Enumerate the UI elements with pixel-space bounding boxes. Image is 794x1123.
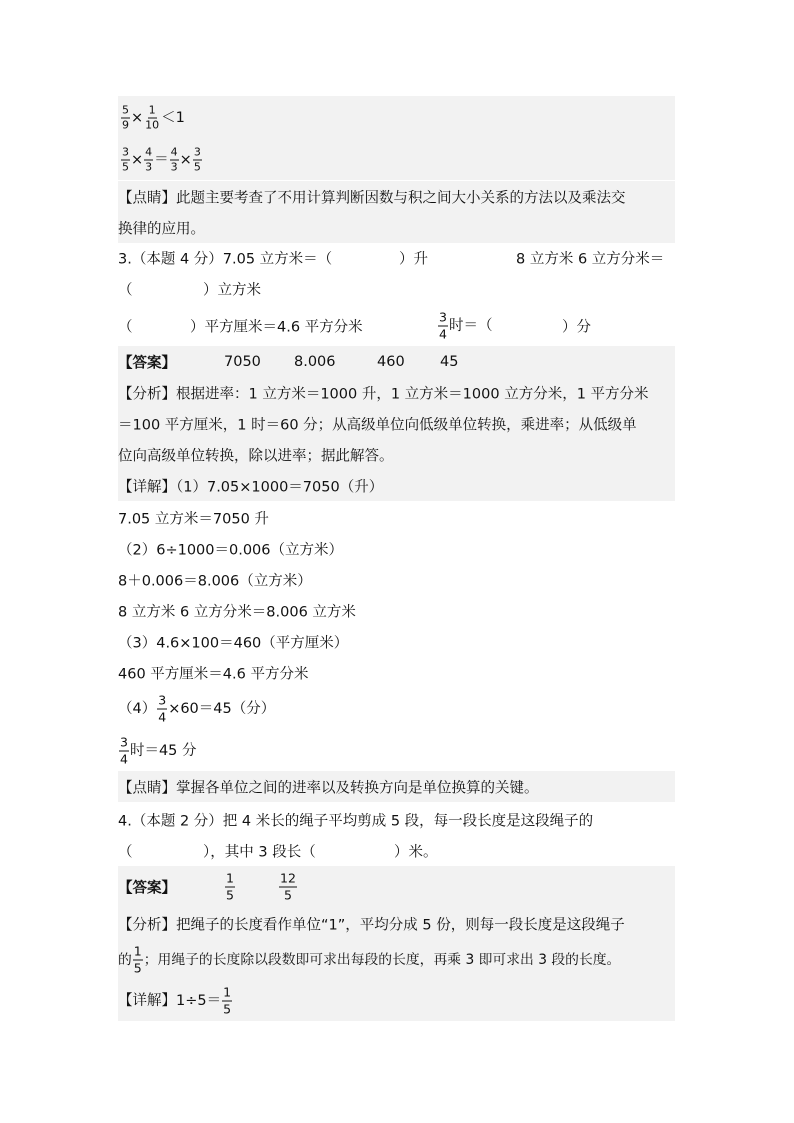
fraction: $\frac{3}{4}$ — [120, 734, 128, 767]
detail-text: 【详解】1÷5＝ $\frac{1}{5}$ — [118, 981, 675, 1021]
comment-text: 【点睛】掌握各单位之间的进率以及转换方向是单位换算的关键。 — [118, 771, 675, 802]
equation-line-1: $\frac{5}{9}$ × $\frac{1}{10}$ ＜1 — [118, 96, 675, 140]
analysis-text: 【分析】根据进率：1 立方米＝1000 升，1 立方米＝1000 立方分米，1 平方分米 — [118, 377, 675, 408]
analysis-text: ＝100 平方厘米，1 时＝60 分；从高级单位向低级单位转换，乘进率；从低级单 — [118, 408, 675, 439]
question-3-line-1: 3.（本题 4 分）7.05 立方米＝（ ）升 8 立方米 6 立方分米＝ — [118, 251, 665, 267]
answer-row: 【答案】 7050 8.006 460 45 — [118, 346, 675, 377]
fraction: $\frac{5}{9}$ — [122, 103, 129, 132]
answer-value: 8.006 — [294, 353, 336, 370]
equation-line-2: $\frac{3}{5}$ × $\frac{4}{3}$ ＝ $\frac{4}{3}$ × $\frac{3}{5}$ — [118, 140, 675, 180]
analysis-text: 【分析】把绳子的长度看作单位“1”，平均分成 5 份，则每一段长度是这段绳子 — [118, 908, 675, 939]
fraction: $\frac{3}{4}$ — [158, 692, 167, 725]
comment-text: 换律的应用。 — [118, 212, 675, 243]
answer-value: 7050 — [224, 353, 261, 370]
fraction: $\frac{1}{10}$ — [145, 103, 160, 132]
question-3-line-3: （ ）平方厘米＝4.6 平方分米 $\frac{3}{4}$ 时＝（ ）分 — [118, 309, 591, 342]
detail-text: （2）6÷1000＝0.006（立方米） — [118, 542, 344, 558]
fraction: $\frac{1}{5}$ — [223, 984, 232, 1017]
analysis-text: 的 $\frac{1}{5}$ ；用绳子的长度除以段数即可求出每段的长度，再乘 3 即可求出 3 段的长度。 — [118, 939, 675, 981]
answer-value: 460 — [377, 353, 405, 370]
fraction: $\frac{12}{5}$ — [280, 870, 296, 903]
answer-value: 45 — [440, 353, 459, 370]
comment-text: 【点睛】此题主要考查了不用计算判断因数与积之间大小关系的方法以及乘法交 — [118, 181, 675, 212]
fraction: $\frac{3}{4}$ — [439, 309, 447, 342]
fraction: $\frac{4}{3}$ — [145, 145, 153, 174]
fraction: $\frac{3}{5}$ — [122, 145, 129, 174]
detail-text: 7.05 立方米＝7050 升 — [118, 511, 269, 527]
question-3-line-2: （ ）立方米 — [118, 282, 261, 298]
detail-text: （4） $\frac{3}{4}$ ×60＝45（分） — [118, 692, 276, 725]
detail-text: 460 平方厘米＝4.6 平方分米 — [118, 666, 309, 682]
detail-text: 8 立方米 6 立方分米＝8.006 立方米 — [118, 604, 356, 620]
answer-row: 【答案】 $\frac{1}{5}$ $\frac{12}{5}$ — [118, 866, 675, 908]
analysis-text: 位向高级单位转换，除以进率；据此解答。 — [118, 439, 675, 470]
question-4-line-1: 4.（本题 2 分）把 4 米长的绳子平均剪成 5 段，每一段长度是这段绳子的 — [118, 813, 594, 829]
question-4-line-2: （ ），其中 3 段长（ ）米。 — [118, 844, 438, 860]
detail-text: 【详解】（1）7.05×1000＝7050（升） — [118, 470, 675, 501]
fraction: $\frac{3}{5}$ — [193, 145, 201, 174]
fraction: $\frac{1}{5}$ — [133, 943, 142, 976]
fraction: $\frac{4}{3}$ — [170, 145, 178, 174]
fraction: $\frac{1}{5}$ — [226, 870, 234, 903]
detail-text: 8＋0.006＝8.006（立方米） — [118, 573, 312, 589]
detail-text: $\frac{3}{4}$ 时＝45 分 — [120, 734, 197, 767]
detail-text: （3）4.6×100＝460（平方厘米） — [118, 635, 349, 651]
